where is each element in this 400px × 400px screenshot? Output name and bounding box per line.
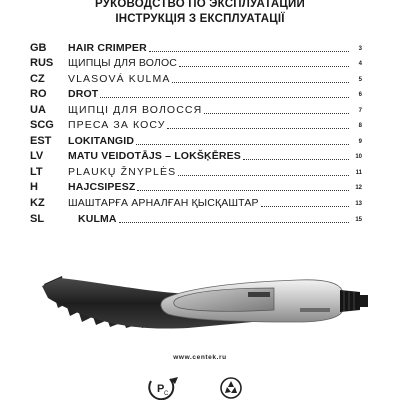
toc-title: KULMA	[78, 212, 117, 225]
rostest-certification-icon	[148, 374, 182, 400]
toc-leader	[204, 113, 349, 114]
toc-title: PLAUKŲ ŽNYPLĖS	[68, 165, 177, 178]
toc-leader	[149, 51, 349, 52]
toc-page-number: 3	[358, 45, 362, 52]
toc-title: LOKITANGID	[68, 134, 135, 147]
toc-row	[30, 210, 362, 226]
toc-page-number: 4	[358, 61, 362, 68]
toc-title: VLASOVÁ KULMA	[68, 72, 171, 85]
toc-language-code: RO	[30, 88, 47, 101]
toc-language-code: SL	[30, 212, 45, 225]
toc-leader	[167, 128, 349, 129]
toc-row	[30, 132, 362, 148]
toc-page-number: 15	[355, 216, 362, 223]
recycling-icon	[218, 376, 244, 400]
toc-leader	[179, 66, 349, 67]
toc-row	[30, 163, 362, 179]
toc-title: ЩИПЦЫ ДЛЯ ВОЛОС	[68, 57, 178, 70]
svg-text:Р: Р	[157, 383, 165, 395]
toc-leader	[119, 222, 349, 223]
toc-page-number: 13	[355, 201, 362, 208]
table-of-contents	[30, 39, 362, 226]
toc-title: HAJCSIPESZ	[68, 181, 136, 194]
toc-title: ШАШТАРҒА АРНАЛҒАН ҚЫСҚАШТАР	[68, 197, 259, 210]
toc-row	[30, 101, 362, 117]
toc-language-code: KZ	[30, 197, 45, 210]
toc-title: ПРЕСА ЗА КОСУ	[68, 119, 166, 132]
toc-page-number: 9	[358, 138, 362, 145]
toc-row	[30, 148, 362, 164]
title-ukrainian: ІНСТРУКЦІЯ З ЕКСПЛУАТАЦІЇ	[115, 13, 285, 25]
toc-language-code: SCG	[30, 119, 54, 132]
toc-row	[30, 55, 362, 71]
manual-titles	[0, 0, 400, 27]
toc-row	[30, 194, 362, 210]
toc-leader	[261, 206, 349, 207]
toc-title: DROT	[68, 88, 99, 101]
toc-language-code: UA	[30, 103, 46, 116]
toc-page-number: 8	[358, 123, 362, 130]
toc-leader	[243, 159, 349, 160]
toc-page-number: 10	[355, 154, 362, 161]
hair-crimper-drawing	[38, 268, 368, 338]
website-url: www.centek.ru	[173, 354, 227, 361]
toc-page-number: 7	[358, 107, 362, 114]
toc-page-number: 12	[355, 185, 362, 192]
toc-language-code: CZ	[30, 72, 45, 85]
toc-leader	[136, 144, 349, 145]
toc-language-code: LV	[30, 150, 44, 163]
toc-row	[30, 70, 362, 86]
toc-page-number: 11	[355, 169, 362, 176]
toc-leader	[137, 190, 349, 191]
toc-language-code: EST	[30, 134, 52, 147]
power-cord	[340, 290, 368, 312]
toc-row	[30, 86, 362, 102]
certification-marks	[0, 362, 400, 400]
crimper-brand-strip	[300, 308, 330, 312]
toc-language-code: RUS	[30, 57, 54, 70]
toc-language-code: H	[30, 181, 38, 194]
hair-crimper-illustration	[38, 268, 368, 338]
toc-page-number: 5	[358, 76, 362, 83]
toc-row	[30, 39, 362, 55]
toc-language-code: GB	[30, 41, 47, 54]
toc-page-number: 6	[358, 92, 362, 99]
toc-title: HAIR CRIMPER	[68, 41, 147, 54]
toc-leader	[178, 175, 349, 176]
svg-text:С: С	[164, 391, 169, 397]
toc-row	[30, 179, 362, 195]
crimper-label-strip	[248, 292, 270, 297]
toc-leader	[172, 82, 349, 83]
toc-language-code: LT	[30, 165, 43, 178]
toc-leader	[100, 97, 349, 98]
toc-title: MATU VEIDOTĀJS – LOKŠĶĒRES	[68, 150, 241, 163]
toc-title: ЩИПЦІ ДЛЯ ВОЛОССЯ	[68, 103, 203, 116]
title-russian: РУКОВОДСТВО ПО ЭКСПЛУАТАЦИИ	[95, 0, 305, 10]
toc-row	[30, 117, 362, 133]
